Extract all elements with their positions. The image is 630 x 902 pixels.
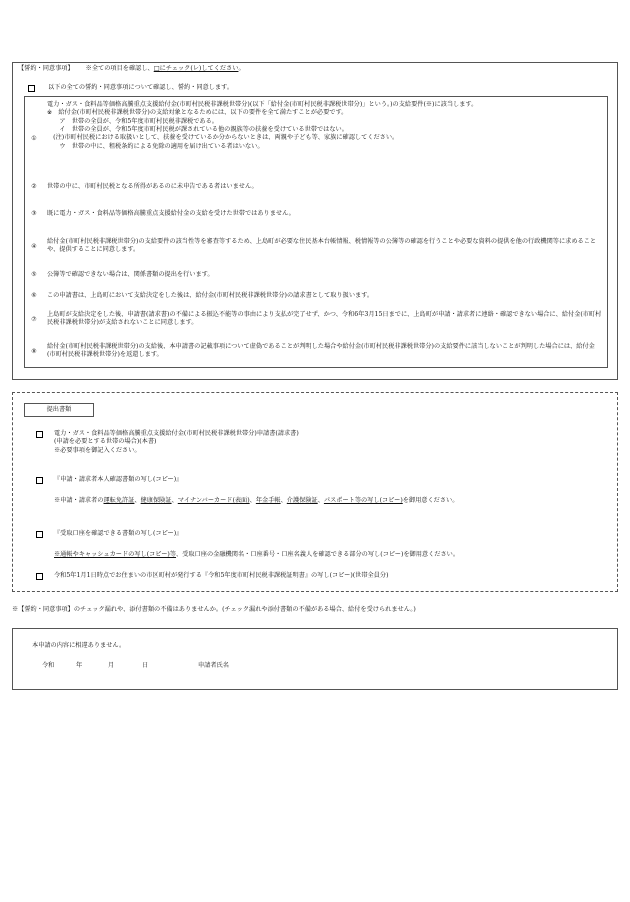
pledge-item-text: 世帯の中に、市町村民税となる所得があるのに未申告である者はいません。 [47,183,258,190]
document-checkbox[interactable] [36,531,43,538]
document-text: 『申請・請求者本人確認書類の写し(コピー)』 [54,476,183,483]
check-all-row [28,84,233,92]
document-checkbox[interactable] [36,573,43,580]
era-label: 令和 [42,662,55,669]
check-all-checkbox[interactable] [28,85,35,92]
document-text: 『受取口座を確認できる書類の写し(コピー)』 [54,530,183,537]
pledge-item-text: 給付金(市町村民税非課税世帯分)の支給後、本申請書の記載事項について虚偽であることが判明した場合や給付金(市町村民税非課税世帯分)の支給要件に該当しないことが判明した場合には、給付金(市町村民税非課税世帯分)を返還します。 [47,343,595,359]
id-doc-link: パスポート等の写し(コピー) [323,497,403,504]
year-label: 年 [76,662,83,669]
pledge-items-box [24,96,608,368]
pledge-item [25,101,609,173]
id-doc-link: 健康保険証 [140,497,172,504]
pledge-item-text: 給付金(市町村民税非課税世帯分)の支給要件の該当性等を審査等するため、上島町が必要な住民基本台帳情報、税情報等の公簿等の確認を行うことや必要な資料の提供を他の行政機関等に求めることや、提供することに同意します。 [47,238,597,254]
pledge-title: 【誓約・同意事項】 [18,65,74,72]
applicant-name-label: 申請者氏名 [198,662,229,669]
pledge-item-number: ① [31,135,37,142]
signature-section [12,628,618,690]
day-label: 日 [142,662,149,669]
pledge-item-text: 上島町が支給決定をした後、申請書(請求書)の不備による振込不能等の事由により支払が完了せず、かつ、令和6年3月15日までに、上島町が申請・請求者に連絡・確認できない場合に、給付金(市町村民税非課税世帯分)が支給されないことに同意します。 [47,311,602,327]
document-text: 電力・ガス・食料品等価格高騰重点支援給付金(市町村民税非課税世帯分)申請書(請求書) (申請を必要とする世帯の場合)(本書) ※必要事項を御記入ください。 [54,430,299,454]
document-text: 令和5年1月1日時点でお住まいの市区町村が発行する『令和5年度市町村民税非課税証明書』の写し(コピー)(世帯全員分) [54,572,389,579]
pledge-item-number: ⑦ [31,316,37,323]
documents-section [12,392,618,592]
id-document-note: ※申請・請求者の運転免許証、健康保険証、マイナンバーカード(表面)、年金手帳、介護保険証、パスポート等の写し(コピー)を御用意ください。 [54,497,459,504]
pledge-item-number: ③ [31,210,37,217]
signature-date-row [42,662,229,670]
pledge-item-number: ④ [31,243,37,250]
pledge-item-text: この申請書は、上島町において支給決定をした後は、給付金(市町村民税非課税世帯分)の請求書として取り扱います。 [47,292,374,299]
pledge-instruction: ※全ての項目を確認し、□にチェック(レ)してください。 [85,65,245,72]
pledge-item-number: ⑥ [31,292,37,299]
pledge-item-number: ② [31,183,37,190]
confirmation-statement: 本申請の内容に相違ありません。 [32,642,126,649]
document-checkbox[interactable] [36,477,43,484]
documents-title: 提出書類 [24,403,94,417]
month-label: 月 [108,662,115,669]
document-checkbox[interactable] [36,431,43,438]
pledge-item-number: ⑧ [31,348,37,355]
pledge-item-text: 電力・ガス・食料品等価格高騰重点支援給付金(市町村民税非課税世帯分)(以下「給付金(市町村民税非課税世帯分)」という。)の支給要件(※)に該当します。 ※ 給付金(市町村民税非課税世帯分)の支給対象となるためには、以下の要件を全て満たすことが必要です。 ア 世帯の全員が、令和5年度市町村民税非課税である。 イ 世帯の全員が、令和5年度市町村民税が課されている他の親族等の扶養を受けている世帯ではない。 (注)市町村民税における取扱いとして、扶養を受けているか分からないときは、両親や子ども等、家族に確認してください。 ウ 世帯の中に、租税条約による免除の適用を届け出ている者はいない。 [47,101,478,150]
check-reminder-note: ※【誓約・同意事項】のチェック漏れや、添付書類の不備はありませんか。(チェック漏れや添付書類の不備がある場合、給付を受けられません。) [12,606,416,613]
pledge-item-text: 公簿等で確認できない場合は、関係書類の提出を行います。 [47,271,214,278]
id-doc-link: マイナンバーカード(表面) [177,497,250,504]
pledge-item-number: ⑤ [31,271,37,278]
id-doc-link: 年金手帳 [255,497,281,504]
id-doc-link: 運転免許証 [103,497,135,504]
pledge-item-text: 既に電力・ガス・食料品等価格高騰重点支援給付金の支給を受けた世帯ではありません。 [47,210,295,217]
id-doc-link: 介護保険証 [286,497,318,504]
pledge-header [18,65,245,73]
check-all-label: 以下の全ての誓約・同意事項について確認し、誓約・同意します。 [48,84,234,91]
bank-document-note: ※通帳やキャッシュカードの写し(コピー)等、受取口座の金融機関名・口座番号・口座名義人を確認できる部分の写し(コピー)を御用意ください。 [54,551,460,558]
